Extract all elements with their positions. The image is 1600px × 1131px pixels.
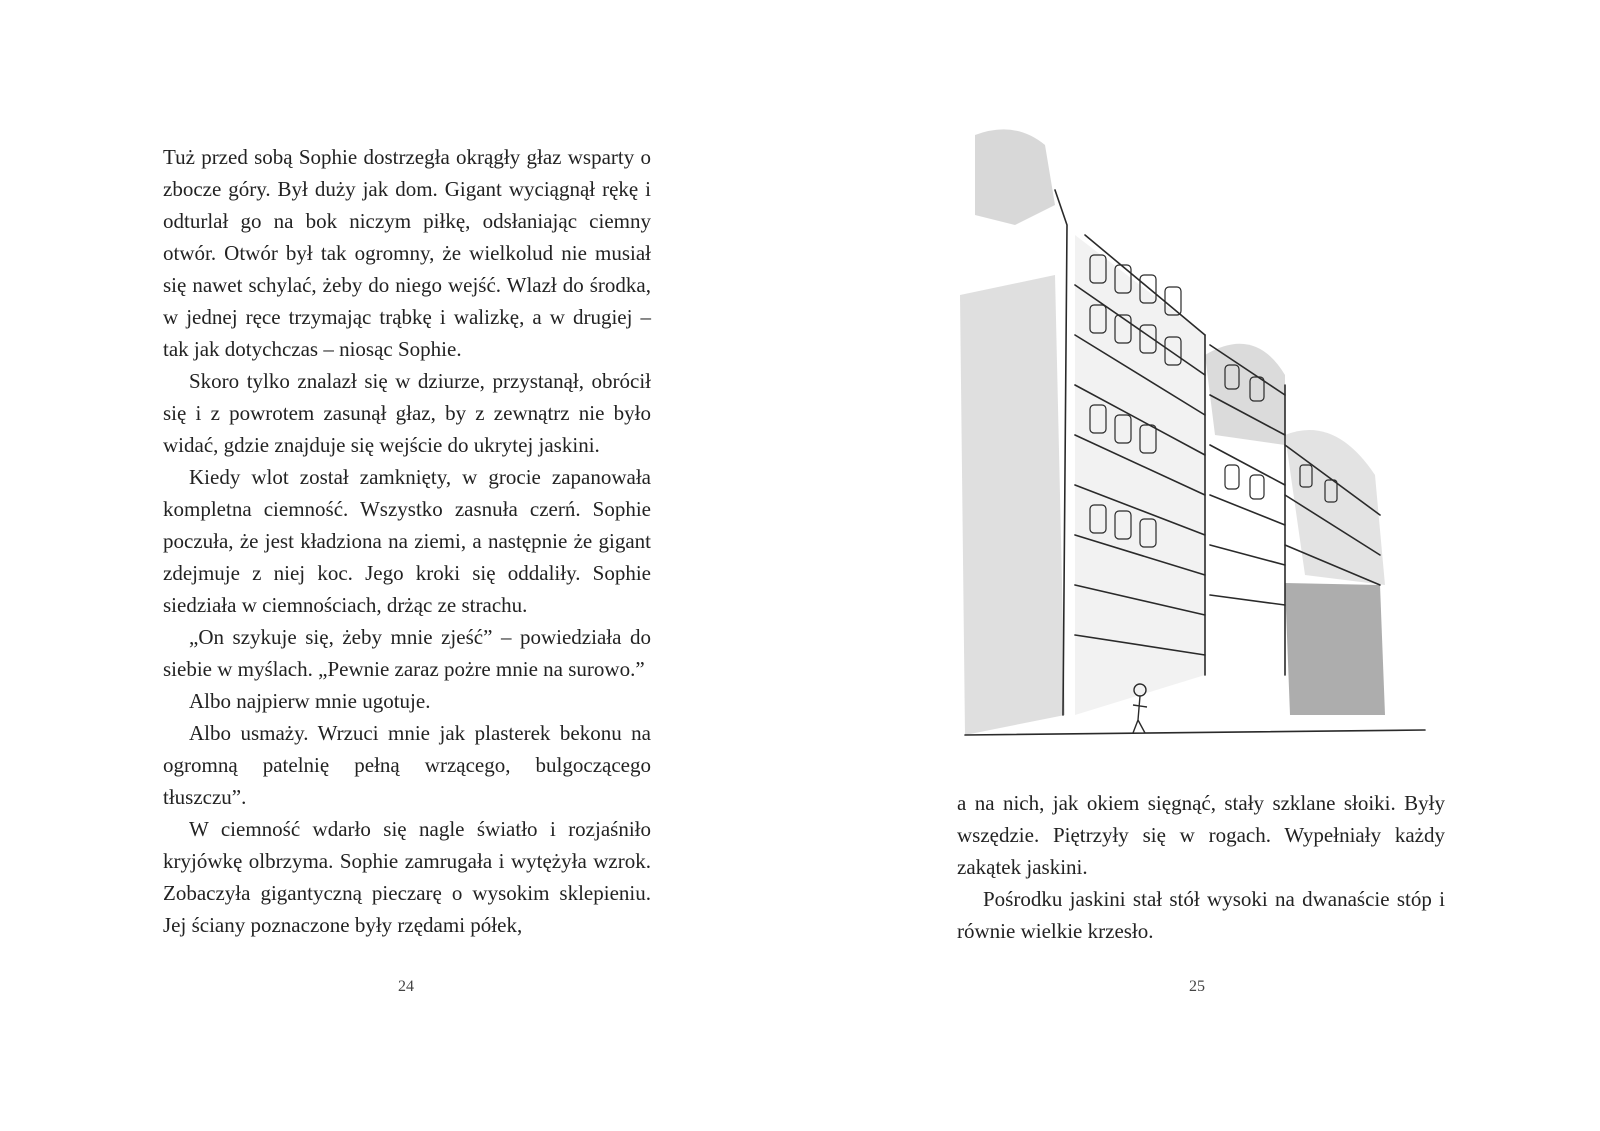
paragraph: Albo usmaży. Wrzuci mnie jak plasterek bekonu na ogromną patelnię pełną wrzącego, bulgoczącego tłuszczu”. bbox=[163, 721, 651, 809]
paragraph: Albo najpierw mnie ugotuje. bbox=[189, 689, 431, 713]
right-page-text bbox=[957, 787, 1445, 947]
paragraph: a na nich, jak okiem sięgnąć, stały szklane słoiki. Były wszędzie. Piętrzyły się w rogach. Wypełniały każdy zakątek jaskini. bbox=[957, 791, 1445, 879]
page-number: 25 bbox=[1189, 978, 1205, 995]
page-number: 24 bbox=[398, 978, 414, 995]
left-page-text bbox=[163, 141, 651, 941]
paragraph: Kiedy wlot został zamknięty, w grocie zapanowała kompletna ciemność. Wszystko zasnuła czerń. Sophie poczuła, że jest kładziona na ziemi, a następnie że gigant zdejmuje z niej koc. Jego kroki się oddaliły. Sophie siedziała w ciemnościach, drżąc ze strachu. bbox=[163, 465, 651, 617]
paragraph: W ciemność wdarło się nagle światło i rozjaśniło kryjówkę olbrzyma. Sophie zamrugała i wytężyła wzrok. Zobaczyła gigantyczną pieczarę o wysokim sklepieniu. Jej ściany poznaczone były rzędami półek, bbox=[163, 817, 651, 937]
right-page bbox=[800, 0, 1600, 1131]
paragraph: Skoro tylko znalazł się w dziurze, przystanął, obrócił się i z powrotem zasunął głaz, by z zewnątrz nie było widać, gdzie znajduje się wejście do ukrytej jaskini. bbox=[163, 369, 651, 457]
paragraph: „On szykuje się, żeby mnie zjeść” – powiedziała do siebie w myślach. „Pewnie zaraz pożre mnie na surowo.” bbox=[163, 625, 651, 681]
paragraph: Tuż przed sobą Sophie dostrzegła okrągły głaz wsparty o zbocze góry. Był duży jak dom. Gigant wyciągnął rękę i odturlał go na bok niczym piłkę, odsłaniając ciemny otwór. Otwór był tak ogromny, że wielkolud nie musiał się nawet schylać, żeby do niego wejść. Wlazł do środka, w jednej ręce trzymając trąbkę i walizkę, a w drugiej – tak jak dotychczas – niosąc Sophie. bbox=[163, 145, 651, 361]
gray-wash bbox=[960, 129, 1385, 735]
paragraph: Pośrodku jaskini stał stół wysoki na dwanaście stóp i równie wielkie krzesło. bbox=[957, 887, 1445, 943]
cave-shelves-illustration bbox=[955, 115, 1435, 755]
